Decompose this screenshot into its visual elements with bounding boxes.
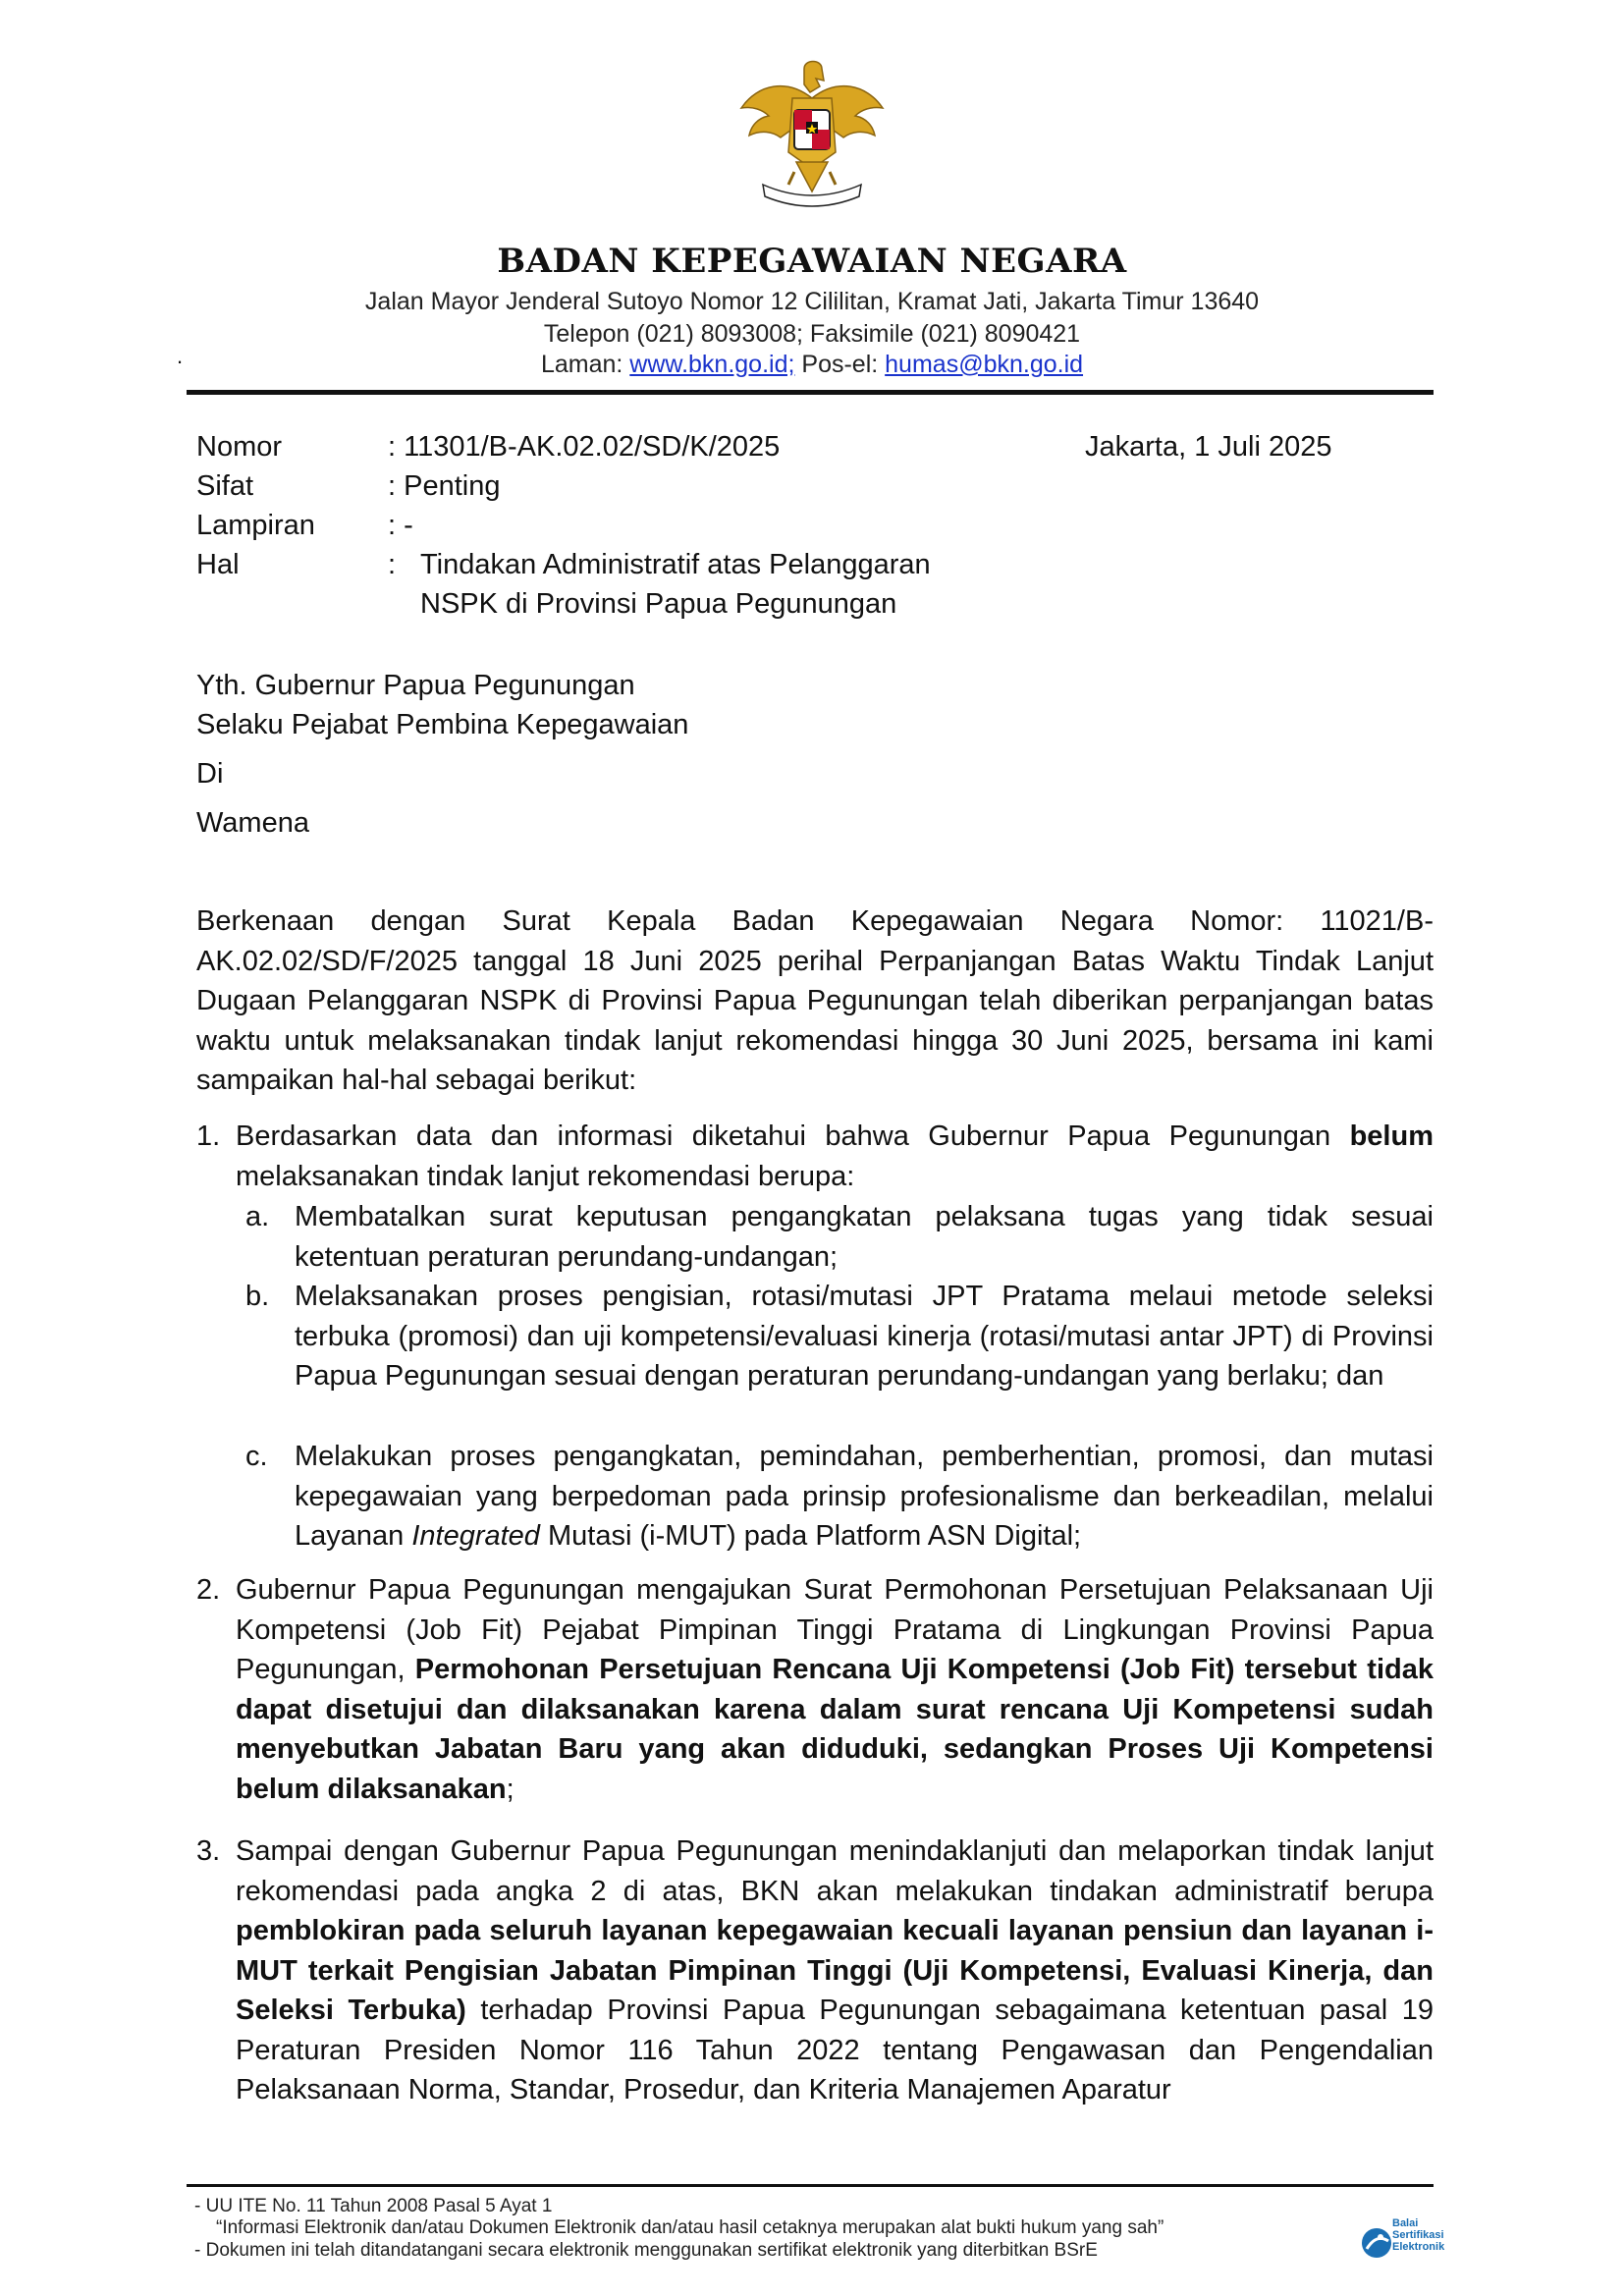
bsre-line-3: Elektronik (1392, 2241, 1445, 2253)
item-3-text-bold: pemblokiran pada seluruh layanan kepegawaian kecuali layanan pensiun dan layanan i-MUT terkait Pengisian Jabatan Pimpinan Tinggi (Uji Kompetensi, Evaluasi Kinerja, dan Seleksi Terbuka) (236, 1915, 1434, 2026)
recipient-line-3: Di (196, 758, 224, 790)
item-2-text (236, 1570, 1434, 1809)
lampiran-value: : - (388, 510, 413, 541)
item-2-text-bold: Permohonan Persetujuan Rencana Uji Kompetensi (Job Fit) tersebut tidak dapat disetujui dan dilaksanakan karena dalam surat rencana Uji Kompetensi sudah menyebutkan Jabatan Baru yang akan diduduki, sedangkan Proses Uji Kompetensi belum dilaksanakan (236, 1654, 1434, 1805)
item-3-number: 3. (196, 1835, 221, 1867)
agency-contact (0, 351, 1624, 379)
sifat-value: : Penting (388, 470, 501, 502)
sub-c-text-c: Mutasi (i-MUT) pada Platform ASN Digital; (539, 1520, 1082, 1552)
footer-line-1: - UU ITE No. 11 Tahun 2008 Pasal 5 Ayat 1 (194, 2196, 553, 2216)
item-1-number: 1. (196, 1121, 221, 1152)
letter-date: Jakarta, 1 Juli 2025 (1085, 431, 1332, 463)
sub-c-text-a: Melakukan proses pengangkatan, pemindahan, pemberhentian, promosi, dan mutasi kepegawaian yang berpedoman pada prinsip profesionalisme dan berkeadilan, melalui Layanan (295, 1441, 1434, 1552)
hal-line-1: Tindakan Administratif atas Pelanggaran (420, 549, 931, 580)
sub-c-text-italic: Integrated (411, 1520, 540, 1552)
sub-b-letter: b. (245, 1281, 270, 1312)
sub-a-letter: a. (245, 1201, 270, 1232)
email-link[interactable]: humas@bkn.go.id (885, 351, 1084, 378)
agency-name: BADAN KEPEGAWAIAN NEGARA (497, 242, 1127, 281)
bsre-line-2: Sertifikasi (1392, 2229, 1444, 2241)
letterhead-divider (187, 390, 1434, 395)
sub-a-text: Membatalkan surat keputusan pengangkatan pelaksana tugas yang tidak sesuai ketentuan peraturan perundang-undangan; (295, 1201, 1434, 1273)
item-1-text-bold: belum (1349, 1121, 1434, 1152)
nomor-value: : 11301/B-AK.02.02/SD/K/2025 (388, 431, 781, 463)
intro-paragraph: Berkenaan dengan Surat Kepala Badan Kepegawaian Negara Nomor: 11021/B-AK.02.02/SD/F/2025 tanggal 18 Juni 2025 perihal Perpanjangan Batas Waktu Tindak Lanjut Dugaan Pelanggaran NSPK di Provinsi Papua Pegunungan telah diberikan perpanjangan batas waktu untuk melaksanakan tindak lanjut rekomendasi hingga 30 Juni 2025, bersama ini kami sampaikan hal-hal sebagai berikut: (196, 905, 1434, 1096)
hal-label: Hal (196, 549, 240, 580)
item-2-text-a: Gubernur Papua Pegunungan mengajukan Surat Permohonan Persetujuan Pelaksanaan Uji Kompetensi (Job Fit) Pejabat Pimpinan Tinggi Pratama di Lingkungan Provinsi Papua Pegunungan, (236, 1574, 1434, 1685)
bsre-line-1: Balai (1392, 2217, 1419, 2229)
footer-line-3: - Dokumen ini telah ditandatangani secara elektronik menggunakan sertifikat elektronik yang diterbitkan BSrE (194, 2240, 1098, 2261)
recipient-line-4: Wamena (196, 807, 309, 839)
lampiran-label: Lampiran (196, 510, 315, 541)
item-3-text-a: Sampai dengan Gubernur Papua Pegunungan menindaklanjuti dan melaporkan tindak lanjut rekomendasi pada angka 2 di atas, BKN akan melakukan tindakan administratif berupa (236, 1835, 1434, 1907)
item-1-text-c: melaksanakan tindak lanjut rekomendasi berupa: (236, 1160, 855, 1192)
nomor-label: Nomor (196, 431, 283, 463)
hal-line-2: NSPK di Provinsi Papua Pegunungan (420, 588, 897, 620)
sifat-label: Sifat (196, 470, 254, 502)
item-1-text (236, 1117, 1434, 1196)
item-2-number: 2. (196, 1574, 221, 1606)
website-link[interactable]: www.bkn.go.id; (629, 351, 795, 378)
recipient-line-1: Yth. Gubernur Papua Pegunungan (196, 670, 635, 701)
email-label: Pos-el: (801, 351, 879, 378)
item-3-text (236, 1831, 1434, 2110)
item-3-text-c: terhadap Provinsi Papua Pegunungan sebagaimana ketentuan pasal 19 Peraturan Presiden Nomor 116 Tahun 2022 tentang Pengawasan dan Pengendalian Pelaksanaan Norma, Standar, Prosedur, dan Kriteria Manajemen Aparatur (236, 1995, 1434, 2105)
agency-address: Jalan Mayor Jenderal Sutoyo Nomor 12 Cililitan, Kramat Jati, Jakarta Timur 13640 (364, 288, 1260, 315)
sub-c-letter: c. (245, 1441, 268, 1472)
footer-line-2: “Informasi Elektronik dan/atau Dokumen Elektronik dan/atau hasil cetaknya merupakan alat bukti hukum yang sah” (216, 2217, 1164, 2238)
item-2-text-c: ; (506, 1773, 514, 1805)
footer-divider (187, 2184, 1434, 2187)
bsre-logo-text (1392, 2217, 1444, 2253)
stray-dot: . (177, 344, 184, 368)
site-label: Laman: (540, 351, 623, 378)
recipient-line-2: Selaku Pejabat Pembina Kepegawaian (196, 709, 689, 740)
agency-phone: Telepon (021) 8093008; Faksimile (021) 8090421 (543, 320, 1081, 348)
garuda-emblem-icon (733, 59, 891, 211)
item-1-text-a: Berdasarkan data dan informasi diketahui bahwa Gubernur Papua Pegunungan (236, 1121, 1350, 1152)
sub-b-text: Melaksanakan proses pengisian, rotasi/mutasi JPT Pratama melaui metode seleksi terbuka (promosi) dan uji kompetensi/evaluasi kinerja (rotasi/mutasi antar JPT) di Provinsi Papua Pegunungan sesuai dengan peraturan perundang-undangan yang berlaku; dan (295, 1281, 1434, 1392)
sub-c-text (295, 1437, 1434, 1557)
hal-colon: : (388, 549, 397, 580)
